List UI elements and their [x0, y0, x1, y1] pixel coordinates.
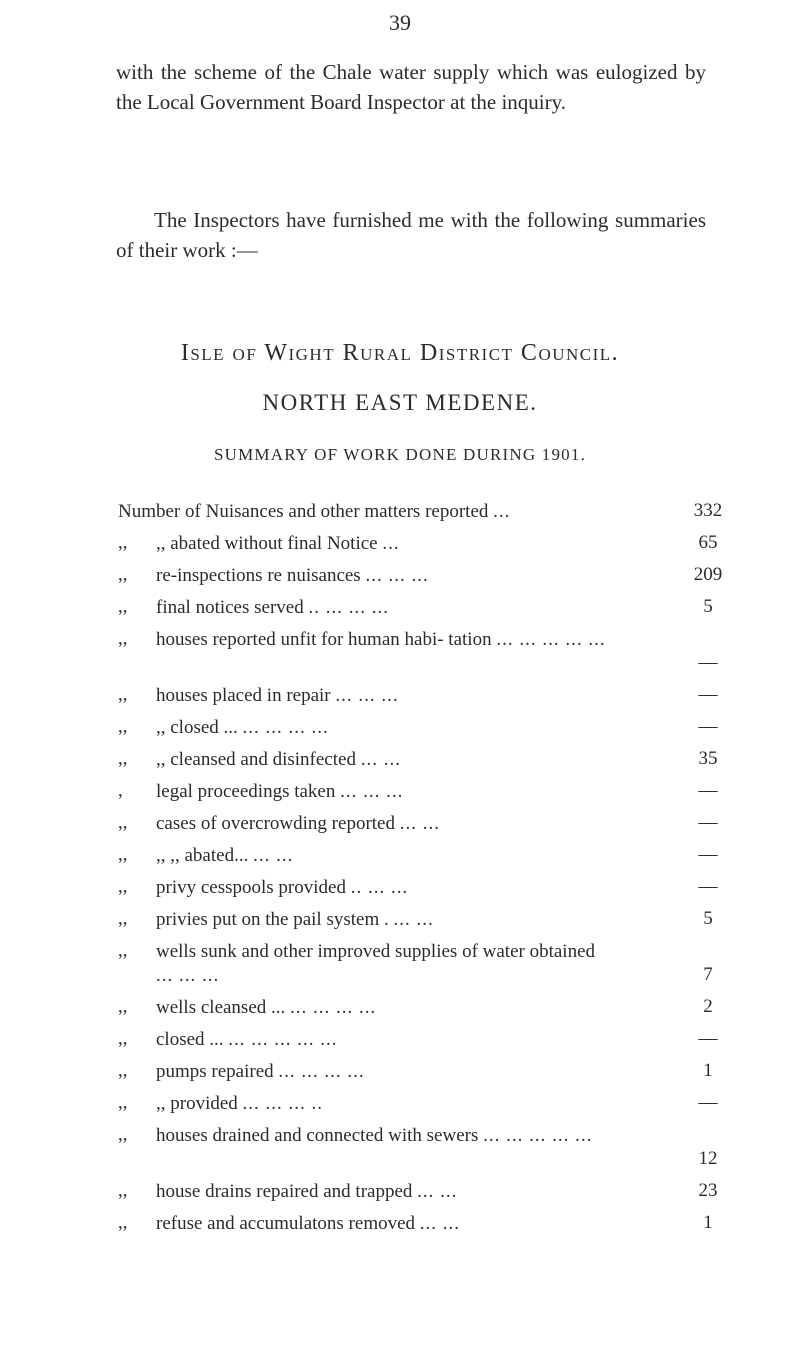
- row-label: [156, 532, 616, 556]
- row-prefix: ,,: [118, 996, 128, 1017]
- row-value: 5: [703, 908, 713, 929]
- row-value: —: [698, 780, 718, 801]
- row-label-text: house drains repaired and trapped: [156, 1181, 413, 1202]
- row-prefix: ,: [118, 780, 123, 801]
- page-number: 39: [389, 10, 411, 35]
- summary-row: [118, 716, 728, 748]
- row-label-text: wells sunk and other improved supplies of water obtained: [156, 941, 596, 962]
- summary-row: [118, 940, 728, 996]
- council-heading: Isle of Wight Rural District Council.: [180, 340, 620, 366]
- summary-row: [118, 1212, 728, 1244]
- row-label: [156, 844, 616, 868]
- row-label: [156, 996, 616, 1020]
- summary-row: [118, 1060, 728, 1092]
- row-prefix: ,,: [118, 532, 128, 553]
- summary-row: [118, 684, 728, 716]
- row-prefix: ,,: [118, 684, 128, 705]
- row-prefix: ,,: [118, 1060, 128, 1081]
- row-leader-dots: ... ... ... ... ...: [483, 1125, 593, 1146]
- row-label: [156, 628, 616, 652]
- row-label-text: houses placed in repair: [156, 685, 331, 706]
- row-label-text: re-inspections re nuisances: [156, 565, 361, 586]
- row-label-text: wells cleansed ...: [156, 997, 286, 1018]
- summary-row: [118, 532, 728, 564]
- row-prefix: Number: [118, 501, 181, 522]
- row-leader-dots: .. ... ... ...: [308, 597, 389, 618]
- summary-table: [118, 500, 728, 1244]
- row-prefix: ,,: [118, 1092, 128, 1113]
- row-leader-dots: ... ...: [419, 1213, 461, 1234]
- row-leader-dots: ... ... ... ... ...: [496, 629, 606, 650]
- row-leader-dots: ...: [493, 501, 511, 522]
- row-value: —: [698, 844, 718, 865]
- row-value: 7: [703, 964, 713, 985]
- row-prefix: ,,: [118, 812, 128, 833]
- row-label-text: final notices served: [156, 597, 304, 618]
- summary-row: [118, 844, 728, 876]
- district-heading: NORTH EAST MEDENE.: [262, 390, 538, 415]
- row-label-text: ,, abated without final Notice: [156, 533, 378, 554]
- row-prefix: ,,: [118, 908, 128, 929]
- row-prefix: ,,: [118, 748, 128, 769]
- row-leader-dots: ... ...: [399, 813, 440, 834]
- row-value: —: [698, 716, 718, 737]
- row-label: [156, 1092, 616, 1116]
- row-label-text: houses drained and connected with sewers: [156, 1125, 479, 1146]
- row-value: —: [698, 1028, 718, 1049]
- row-label: [156, 596, 616, 620]
- summary-row: [118, 748, 728, 780]
- summary-row: [118, 1180, 728, 1212]
- summary-row: [118, 996, 728, 1028]
- row-label: [156, 1180, 616, 1204]
- row-label: [156, 684, 616, 708]
- row-leader-dots: ... ... ... ..: [242, 1093, 324, 1114]
- summary-row: [118, 564, 728, 596]
- row-value: —: [698, 876, 718, 897]
- row-label-text: ,, ,, abated...: [156, 845, 249, 866]
- row-value: —: [698, 652, 718, 673]
- row-prefix: ,,: [118, 1180, 128, 1201]
- row-leader-dots: ... ... ...: [340, 781, 404, 802]
- row-label: [156, 1028, 616, 1052]
- row-prefix: ,,: [118, 716, 128, 737]
- summary-row: [118, 1092, 728, 1124]
- row-prefix: ,,: [118, 564, 128, 585]
- row-value: 12: [698, 1148, 718, 1169]
- intro-paragraph-2: The Inspectors have furnished me with the following summaries of their work :—: [116, 208, 706, 262]
- row-leader-dots: ... ... ... ... ...: [228, 1029, 338, 1050]
- row-leader-dots: ... ...: [393, 909, 434, 930]
- row-leader-dots: ... ... ...: [365, 565, 429, 586]
- summary-row: [118, 908, 728, 940]
- summary-row: [118, 780, 728, 812]
- row-label-text: ,, provided: [156, 1093, 238, 1114]
- row-label: [156, 1124, 616, 1148]
- row-value: 332: [693, 500, 723, 521]
- row-label: [156, 1060, 616, 1084]
- row-label-text: houses reported unfit for human habi- tation: [156, 629, 492, 650]
- row-value: —: [698, 812, 718, 833]
- intro-paragraph-1: with the scheme of the Chale water supply which was eulogized by the Local Government Board Inspector at the inquiry.: [116, 60, 706, 114]
- summary-title: SUMMARY OF WORK DONE DURING 1901.: [213, 445, 587, 464]
- row-prefix: ,,: [118, 1028, 128, 1049]
- row-value: 35: [698, 748, 718, 769]
- row-label: [156, 1212, 616, 1236]
- summary-row: [118, 812, 728, 844]
- row-prefix: ,,: [118, 628, 128, 649]
- summary-row: [118, 596, 728, 628]
- summary-row: [118, 1028, 728, 1060]
- row-label-text: closed ...: [156, 1029, 224, 1050]
- row-label-text: privy cesspools provided: [156, 877, 346, 898]
- row-label: [156, 908, 616, 932]
- row-label: [156, 564, 616, 588]
- row-label: [156, 716, 616, 740]
- row-value: 5: [703, 596, 713, 617]
- row-prefix: ,,: [118, 596, 128, 617]
- row-value: 2: [703, 996, 713, 1017]
- row-label: [118, 500, 658, 524]
- row-value: 1: [703, 1212, 713, 1233]
- row-label-text: cases of overcrowding reported: [156, 813, 395, 834]
- row-leader-dots: ... ...: [417, 1181, 458, 1202]
- row-label-text: legal proceedings taken: [156, 781, 336, 802]
- row-label-text: of Nuisances and other matters reported: [185, 501, 489, 522]
- row-prefix: ,,: [118, 844, 128, 865]
- row-value: —: [698, 1092, 718, 1113]
- row-label: [156, 940, 616, 988]
- summary-row: [118, 876, 728, 908]
- row-leader-dots: ... ... ... ...: [278, 1061, 365, 1082]
- row-label: [156, 748, 616, 772]
- summary-row: [118, 628, 728, 684]
- row-prefix: ,,: [118, 876, 128, 897]
- row-leader-dots: ... ... ...: [156, 965, 220, 986]
- row-value: —: [698, 684, 718, 705]
- row-leader-dots: ... ...: [253, 845, 294, 866]
- row-prefix: ,,: [118, 1212, 128, 1233]
- row-leader-dots: ...: [382, 533, 400, 554]
- row-label-text: ,, closed ...: [156, 717, 238, 738]
- row-prefix: ,,: [118, 940, 128, 961]
- row-leader-dots: ... ...: [360, 749, 401, 770]
- row-label-text: ,, cleansed and disinfected: [156, 749, 356, 770]
- row-label: [156, 876, 616, 900]
- row-label-text: pumps repaired: [156, 1061, 274, 1082]
- row-leader-dots: ... ... ... ...: [242, 717, 329, 738]
- summary-row: [118, 1124, 728, 1180]
- row-leader-dots: ... ... ... ...: [290, 997, 377, 1018]
- row-value: 23: [698, 1180, 718, 1201]
- row-leader-dots: .. ... ...: [350, 877, 409, 898]
- row-label: [156, 812, 616, 836]
- row-value: 209: [693, 564, 723, 585]
- row-leader-dots: ... ... ...: [335, 685, 399, 706]
- row-value: 65: [698, 532, 718, 553]
- row-label-text: privies put on the pail system .: [156, 909, 389, 930]
- row-label: [156, 780, 616, 804]
- row-label-text: refuse and accumulatons removed: [156, 1213, 416, 1234]
- row-value: 1: [703, 1060, 713, 1081]
- row-prefix: ,,: [118, 1124, 128, 1145]
- summary-row: [118, 500, 728, 532]
